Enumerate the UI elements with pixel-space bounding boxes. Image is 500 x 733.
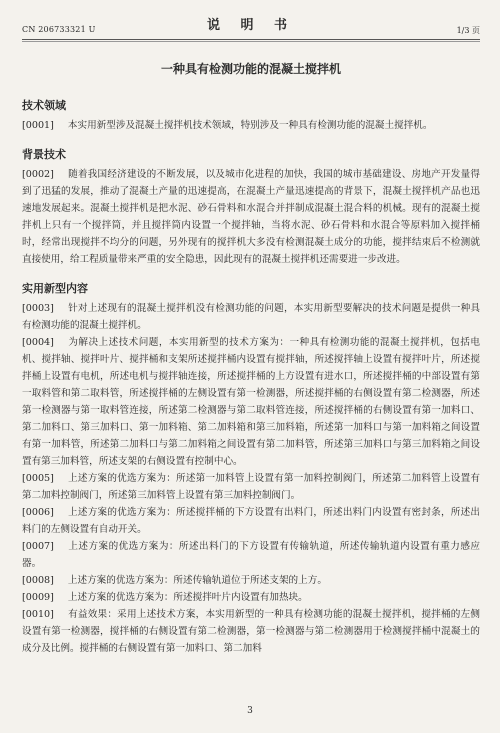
paragraph-text: 上述方案的优选方案为：所述传输轨道位于所述支架的上方。 — [67, 575, 327, 586]
paragraph-number: [0005] — [22, 473, 54, 484]
section-heading-utility-content: 实用新型内容 — [22, 282, 88, 295]
header-rule-thin — [22, 41, 480, 42]
paragraph-text: 上述方案的优选方案为：所述第一加料管上设置有第一加料控制阀门，所述第二加料管上设置有第二加料控制阀门，所述第三加料管上设置有第三加料控制阀门。 — [22, 473, 480, 501]
paragraph-number: [0002] — [22, 169, 54, 180]
paragraph — [22, 504, 480, 538]
paragraph — [22, 166, 480, 268]
paragraph-text: 为解决上述技术问题，本实用新型的技术方案为：一种具有检测功能的混凝土搅拌机，包括电机、搅拌轴、搅拌叶片、搅拌桶和支架所述搅拌桶内设置有搅拌轴，所述搅拌轴上设置有搅拌叶片，所述搅拌桶上设置有电机，所述电机与搅拌轴连接，所述搅拌桶的上方设置有进水口，所述搅拌桶的中部设置有第一取料管和第二取料管，所述搅拌桶的左侧设置有第一检测器，所述搅拌桶的右侧设置有第二检测器，所述第一检测器与第一取料管连接，所述第二检测器与第二取料管连接，所述搅拌桶的右侧设置有第一加料口、第二加料口、第三加料口、第一加料箱、第二加料箱和第三加料箱，所述第一加料口与第一加料箱之间设置有第一加料管，所述第二加料口与第二加料箱之间设置有第二加料管，所述第三加料口与第三加料箱之间设置有第三加料管，所述支架的右侧设置有控制中心。 — [22, 337, 480, 467]
paragraph-text: 上述方案的优选方案为：所述出料门的下方设置有传输轨道，所述传输轨道内设置有重力感应器。 — [22, 541, 480, 569]
paragraph-text: 上述方案的优选方案为：所述搅拌叶片内设置有加热块。 — [67, 592, 308, 603]
paragraph-text: 有益效果：采用上述技术方案，本实用新型的一种具有检测功能的混凝土搅拌机，搅拌桶的左侧设置有第一检测器，搅拌桶的右侧设置有第二检测器，第一检测器与第二检测器用于检测搅拌桶中混凝土的成分及比例。搅拌桶的右侧设置有第一加料口、第二加料 — [22, 609, 480, 654]
document-type: 说 明 书 — [206, 18, 296, 33]
section-heading-background: 背景技术 — [22, 148, 66, 161]
paragraph-number: [0008] — [22, 575, 54, 586]
paragraph-number: [0003] — [22, 303, 54, 314]
paragraph-text: 上述方案的优选方案为：所述搅拌桶的下方设置有出料门，所述出料门内设置有密封条，所述出料门的左侧设置有自动开关。 — [22, 507, 480, 535]
page-indicator: 1/3 页 — [456, 26, 480, 35]
paragraph-number: [0001] — [22, 120, 54, 131]
paragraph-number: [0007] — [22, 541, 54, 552]
paragraph-number: [0006] — [22, 507, 54, 518]
paragraph-number: [0009] — [22, 592, 54, 603]
header-rule — [22, 39, 480, 40]
paragraph-text: 针对上述现有的混凝土搅拌机没有检测功能的问题，本实用新型要解决的技术问题是提供一种具有检测功能的混凝土搅拌机。 — [22, 303, 480, 331]
paragraph — [22, 589, 480, 606]
paragraph — [22, 572, 480, 589]
paragraph — [22, 538, 480, 572]
patent-number: CN 206733321 U — [22, 25, 96, 34]
paragraph-number: [0004] — [22, 337, 54, 348]
paragraph-number: [0010] — [22, 609, 54, 620]
paragraph-text: 随着我国经济建设的不断发展，以及城市化进程的加快，我国的城市基础建设、房地产开发量得到了迅猛的发展，推动了混凝土产量的迅速提高，在混凝土产量迅速提高的背景下，混凝土搅拌机产品也迅速地发展起来。混凝土搅拌机是把水泥、砂石骨料和水混合并拌制成混凝土混合料的机械。现有的混凝土搅拌机上只有一个搅拌筒，并且搅拌筒内设置一个搅拌轴，当将水泥、砂石骨料和水混合等原料加入搅拌桶时，经常出现搅拌不均分的问题，另外现有的搅拌机大多没有检测混凝土成分的功能，搅拌结束后不检测就直接使用，给工程质量带来严重的安全隐患，因此现有的混凝土搅拌机还需要进一步改进。 — [22, 169, 480, 265]
document-body — [22, 52, 480, 657]
paragraph-text: 本实用新型涉及混凝土搅拌机技术领域，特别涉及一种具有检测功能的混凝土搅拌机。 — [67, 120, 433, 131]
paragraph — [22, 300, 480, 334]
section-heading-technical-field: 技术领域 — [22, 99, 66, 112]
document-title: 一种具有检测功能的混凝土搅拌机 — [160, 62, 341, 76]
paragraph — [22, 470, 480, 504]
page-number: 3 — [247, 706, 253, 716]
paragraph — [22, 334, 480, 470]
page-header — [22, 14, 480, 40]
paragraph — [22, 117, 480, 134]
paragraph — [22, 606, 480, 657]
